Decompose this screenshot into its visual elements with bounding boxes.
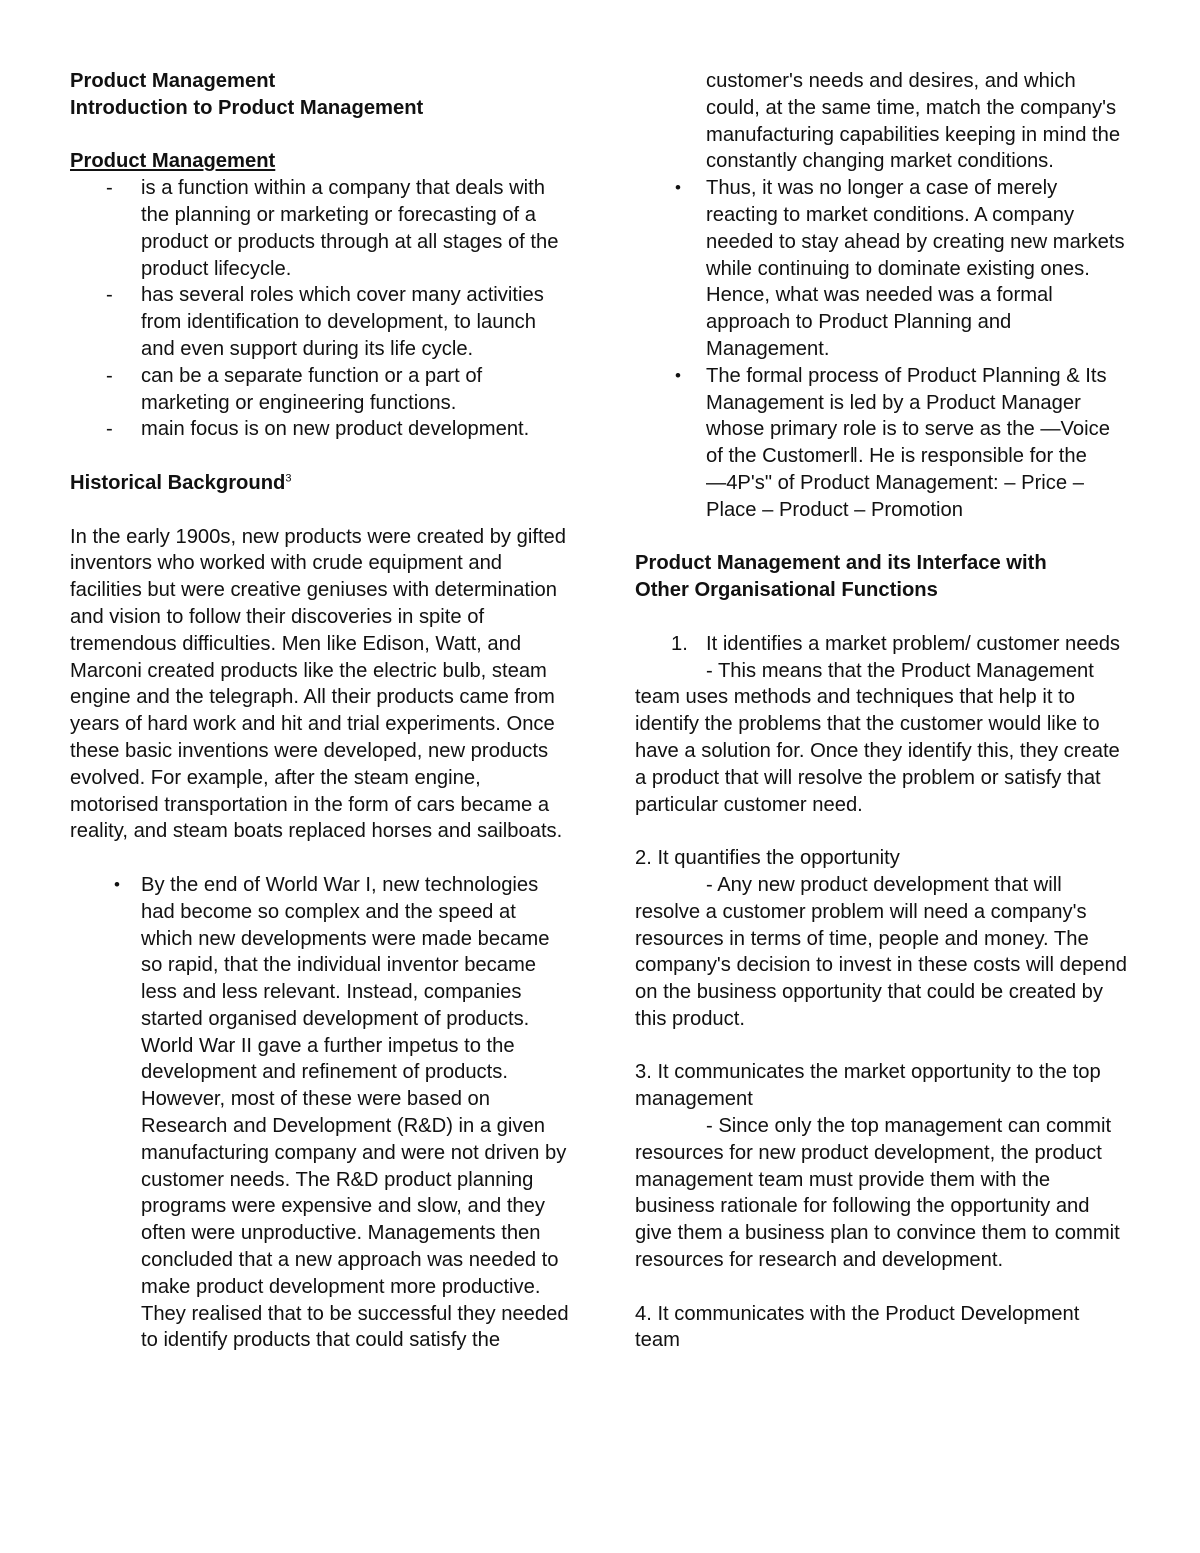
interface-numbered-list	[635, 631, 1127, 658]
item2-title: 2. It quantifies the opportunity	[635, 847, 900, 870]
definition-list	[70, 175, 570, 443]
history-paragraph: In the early 1900s, new products were created by gifted inventors who worked with crude equipment and facilities but were creative geniuses with determination and vision to follow their discoveries in spite of tremendous difficulties. Men like Edison, Watt, and Marconi created products like the electric bulb, steam engine and the telegraph. All their products came from years of hard work and hit and trial experiments. Once these basic inventions were developed, new products evolved. For example, after the steam engine, motorised transportation in the form of cars became a reality, and steam boats replaced horses and sailboats.	[70, 525, 567, 843]
section-heading-historical-background: Historical Background$^3$	[70, 471, 292, 494]
list-item-continuation: customer's needs and desires, and which could, at the same time, match the company's manufacturing capabilities keeping in mind the constantly changing market conditions.	[706, 70, 1121, 173]
item3-title: 3. It communicates the market opportunity to the top management	[635, 1061, 1101, 1111]
item3-body: - Since only the top management can commit resources for new product development, the product management team must provide them with the business rationale for following the opportunity and give them a business plan to convince them to commit resources for research and development.	[635, 1115, 1120, 1272]
document-title: Product Management	[70, 70, 276, 92]
list-item: - main focus is on new product development.	[106, 418, 530, 441]
bullet-icon: •	[675, 365, 681, 385]
history-bullets-right	[635, 68, 1127, 524]
list-item: • Thus, it was no longer a case of merely reacting to market conditions. A company needed to stay ahead by creating new markets while continuing to dominate existing ones. Hence, what was needed was a formal approach to Product Planning and Management.	[675, 177, 1125, 360]
left-column	[70, 68, 570, 1354]
section-heading-product-management: Product Management	[70, 150, 276, 173]
list-item: - can be a separate function or a part of marketing or engineering functions.	[106, 364, 483, 414]
list-item: • By the end of World War I, new technologies had become so complex and the speed at which new developments were made became so rapid, that the individual inventor became less and less relevant. Instead, companies started organised development of products. World War II gave a further impetus to the development and refinement of products. However, most of these were based on Research and Development (R&D) in a given manufacturing company and were not driven by customer needs. The R&D product planning programs were expensive and slow, and they often were unproductive. Managements then concluded that a new approach was needed to make product development more productive. They realised that to be successful they needed to identify products that could satisfy the	[114, 873, 569, 1352]
item2-body: - Any new product development that will resolve a customer problem will need a company's resources in terms of time, people and money. The company's decision to invest in these costs will depend on the business opportunity that could be created by this product.	[635, 873, 1127, 1030]
list-item: - is a function within a company that deals with the planning or marketing or forecasting of a product or products through at all stages of the product lifecycle.	[106, 177, 559, 280]
right-column	[635, 68, 1127, 1354]
list-item: • The formal process of Product Planning & Its Management is led by a Product Manager whose primary role is to serve as the ―Voice of the Customer‖. He is responsible for the ―4P's" of Product Management: – Price – Place – Product – Promotion	[675, 364, 1110, 521]
bullet-icon: •	[114, 874, 120, 894]
document-subtitle: Introduction to Product Management	[70, 96, 424, 119]
item1-body: - This means that the Product Management team uses methods and techniques that help it to identify the problems that the customer would like to have a solution for. Once they identify this, they create a product that will resolve the problem or satisfy that particular customer need.	[635, 659, 1120, 816]
history-bullets-left	[70, 872, 570, 1354]
section-heading-interface: Product Management and its Interface with Other Organisational Functions	[635, 552, 1047, 602]
list-item: - has several roles which cover many activities from identification to development, to launch and even support during its life cycle.	[106, 284, 544, 360]
list-item: 1. It identifies a market problem/ customer needs	[671, 632, 1121, 655]
item4-title: 4. It communicates with the Product Development team	[635, 1302, 1080, 1352]
bullet-icon: •	[675, 178, 681, 198]
footnote-marker: 3	[285, 472, 292, 485]
